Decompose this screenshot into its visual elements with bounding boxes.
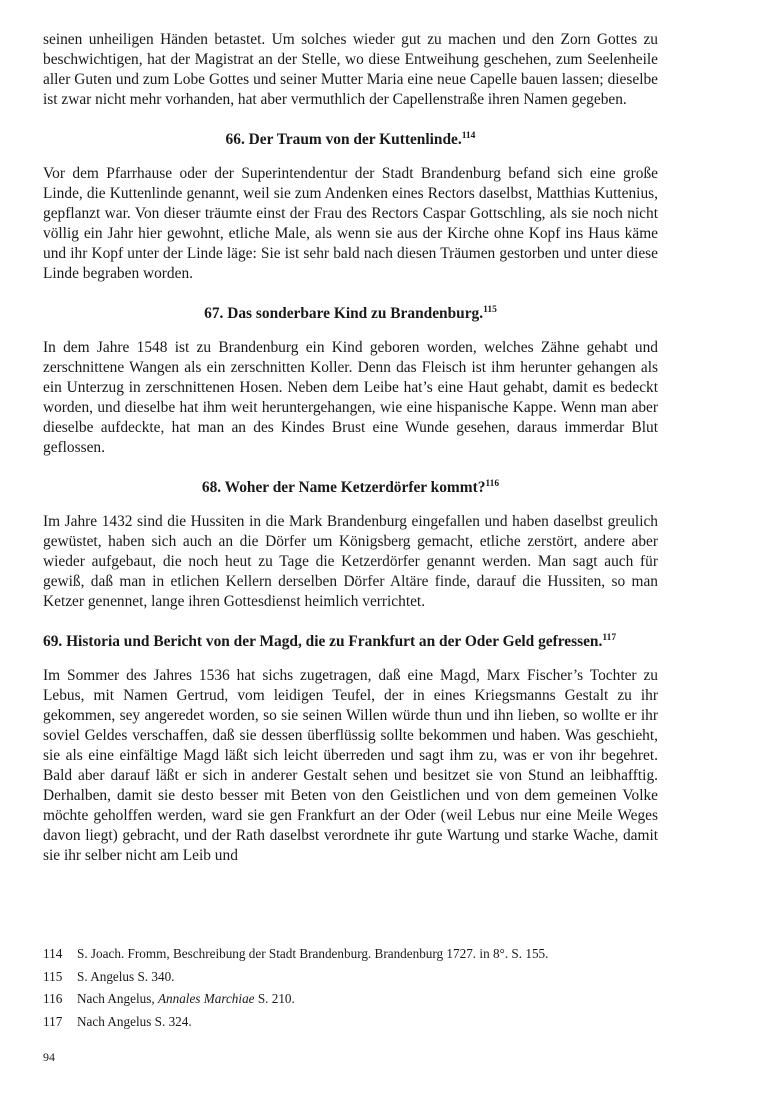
- section-66-title: 66. Der Traum von der Kuttenlinde.$^{114}$: [225, 131, 476, 148]
- section-69-text: Im Sommer des Jahres 1536 hat sichs zugetragen, daß eine Magd, Marx Fischer’s Tochter zu Lebus, mit Namen Gertrud, vom leidigen Teufel, der in eines Kriegsmanns Gestalt zu ihr gekommen, sey angeredet worden, so sie seinen Willen würde thun und ihn lieben, so wollte er ihr soviel Geldes verschaffen, daß sie dessen überflüssig sollte bekommen und haben. Was geschieht, sie als eine einfältige Magd läßt sich leicht überreden und sagt ihm zu, was er von ihr begehret. Bald aber darauf läßt er sich in anderer Gestalt sehen und besitzet sie von Stund an leibhafftig. Derhalben, damit sie desto besser mit Beten von den Geistlichen und von dem gemeinen Volke möchte geholffen werden, ward sie gen Frankfurt an der Oder (weil Lebus nur eine Meile Weges davon liegt) gebracht, und der Rath daselbst verordnete ihr gute Wartung und starke Wache, damit sie ihr selber nicht am Leib und: [43, 667, 658, 864]
- page-number: 94: [43, 1050, 55, 1064]
- section-68-text: Im Jahre 1432 sind die Hussiten in die Mark Brandenburg eingefallen und haben daselbst greulich gewüstet, haben sich auch an die Dörfer um Königsberg gemacht, etliche zerstört, andere aber wieder aufgebaut, die noch heut zu Tage die Ketzerdörfer genannt werden. Man sagt auch für gewiß, daß man in etlichen Kellern derselben Dörfer Altäre finde, darauf die Hussiten, so man Ketzer genennet, lange ihren Gottesdienst heimlich verrichtet.: [43, 513, 658, 610]
- footnote-text: Nach Angelus, Annales Marchiae S. 210.: [77, 991, 295, 1006]
- footnote-114: [43, 943, 658, 966]
- footnote-number: 114: [43, 946, 63, 961]
- footnote-text: S. Joach. Fromm, Beschreibung der Stadt Brandenburg. Brandenburg 1727. in 8°. S. 155.: [77, 946, 549, 961]
- footnote-ref-116[interactable]: 116: [485, 479, 500, 489]
- section-68-title: 68. Woher der Name Ketzerdörfer kommt?$^{116}$: [201, 479, 500, 496]
- footnote-text: S. Angelus S. 340.: [77, 968, 175, 984]
- footnote-117: [43, 1011, 658, 1034]
- footnote-ref-114[interactable]: 114: [461, 131, 476, 141]
- section-67-title: 67. Das sonderbare Kind zu Brandenburg.$^{115}$: [204, 305, 497, 322]
- footnote-number: 115: [43, 968, 63, 984]
- section-66-text: Vor dem Pfarrhause oder der Superintendentur der Stadt Brandenburg befand sich eine große Linde, die Kuttenlinde genannt, weil sie zum Andenken eines Rectors daselbst, Matthias Kuttenius, gepflanzt war. Von dieser träumte einst der Frau des Rectors Caspar Gottschling, als sie noch nicht völlig ein Jahr hier gewohnt, etliche Male, als wenn sie aus der Kirche ohne Kopf ins Haus käme und ihr Kopf unter der Linde läge: Sie ist sehr bald nach diesen Träumen gestorben und unter diese Linde begraben worden.: [43, 165, 658, 282]
- section-67-text: In dem Jahre 1548 ist zu Brandenburg ein Kind geboren worden, welches Zähne gehabt und zerschnittene Wangen als ein zerschnitten Koller. Denn das Fleisch ist ihm herunter gehangen als ein Unterzug in zerschnittenen Hosen. Neben dem Leibe hat’s eine Haut gehabt, damit es bedeckt worden, und dieselbe hat ihm weit heruntergehangen, wie eine hispanische Kappe. Wenn man aber dieselbe aufdeckte, hat man an des Kindes Brust eine Wunde gesehen, daraus immerdar Blut geflossen.: [43, 339, 658, 456]
- footnote-number: 116: [43, 991, 63, 1006]
- page-body: [43, 30, 658, 866]
- footnote-115: [43, 966, 658, 989]
- footnote-ref-117[interactable]: 117: [602, 633, 617, 643]
- footnote-text: Nach Angelus S. 324.: [77, 1013, 192, 1029]
- footnote-116: [43, 988, 658, 1011]
- footnote-title-italic: Annales Marchiae: [157, 991, 255, 1006]
- footnote-number: 117: [43, 1013, 63, 1029]
- footnote-ref-115[interactable]: 115: [483, 305, 497, 315]
- footnotes: [43, 943, 658, 1033]
- intro-paragraph: seinen unheiligen Händen betastet. Um solches wieder gut zu machen und den Zorn Gottes zu beschwichtigen, hat der Magistrat an der Stelle, wo diese Entweihung geschehen, zum Seelenheile aller Guten und zum Lobe Gottes und seiner Mutter Maria eine neue Capelle bauen lassen; dieselbe ist zwar nicht mehr vorhanden, hat aber vermuthlich der Capellenstraße ihren Namen gegeben.: [43, 31, 658, 108]
- section-69-title: 69. Historia und Bericht von der Magd, die zu Frankfurt an der Oder Geld gefressen.$^{117}$: [43, 633, 617, 650]
